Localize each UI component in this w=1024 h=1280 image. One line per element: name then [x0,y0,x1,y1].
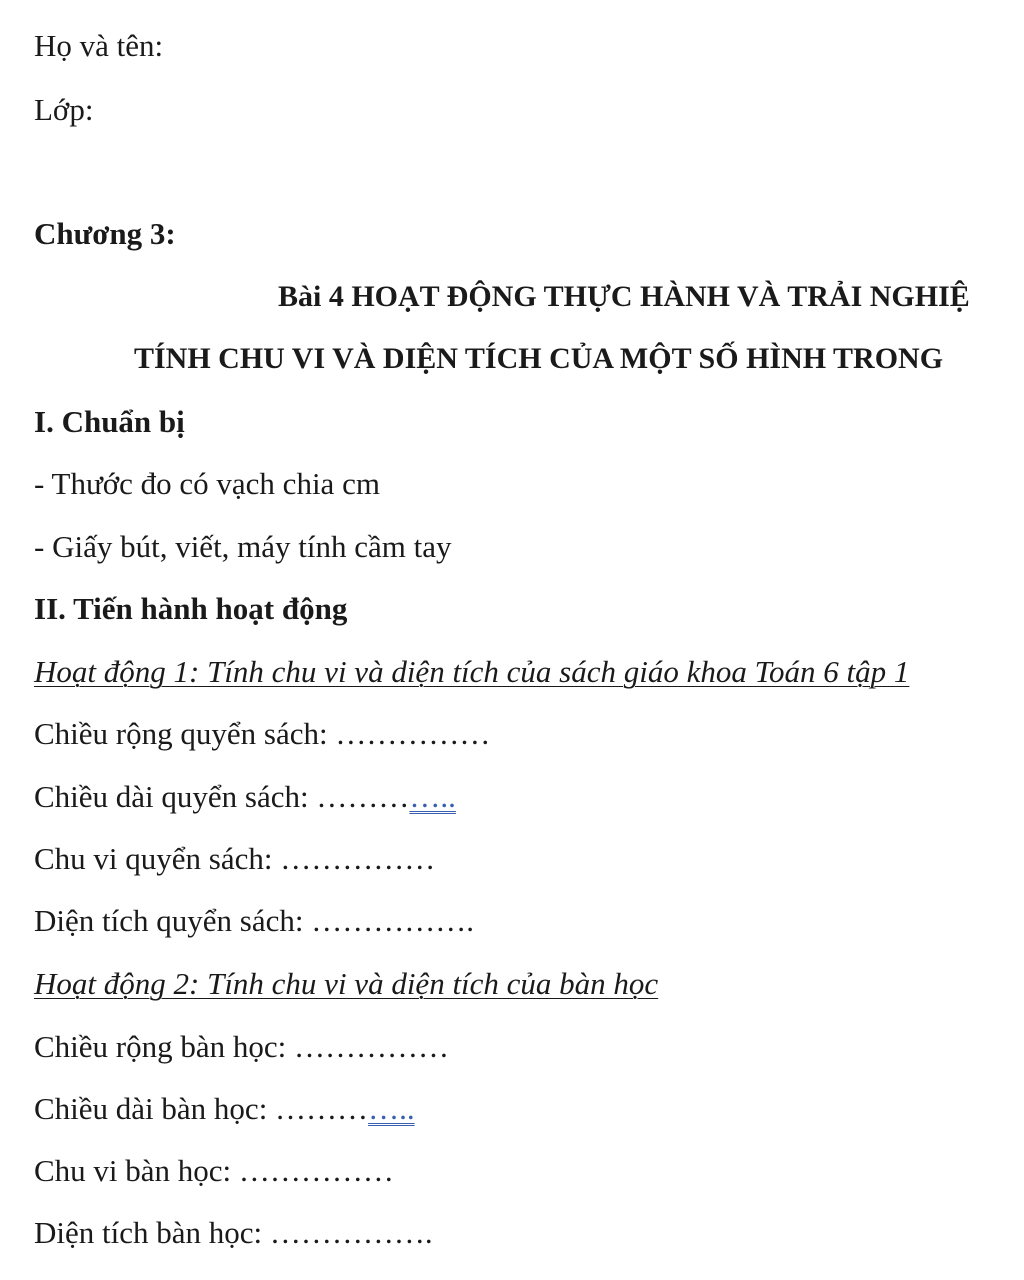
prep-item-ruler: - Thước đo có vạch chia cm [34,466,380,501]
section1-heading: I. Chuẩn bị [34,404,185,439]
chapter-label: Chương 3: [34,216,176,251]
activity2-width-line: Chiều rộng bàn học: …………… [34,1029,450,1064]
prep-item-supplies: - Giấy bút, viết, máy tính cầm tay [34,529,452,564]
activity2-area-line: Diện tích bàn học: ……………. [34,1215,433,1250]
lesson-title-line1: Bài 4 HOẠT ĐỘNG THỰC HÀNH VÀ TRẢI NGHIỆ [278,280,970,313]
activity1-width-line: Chiều rộng quyển sách: …………… [34,716,491,751]
class-label: Lớp: [34,92,94,127]
activity1-title: Hoạt động 1: Tính chu vi và diện tích của sách giáo khoa Toán 6 tập 1 [34,654,910,689]
activity1-perimeter-line: Chu vi quyển sách: …………… [34,841,436,876]
activity2-length-text: Chiều dài bàn học: ……… [34,1091,369,1126]
activity2-length-line [34,1089,415,1129]
activity1-length-link[interactable]: ….. [409,779,456,814]
lesson-title-line2: TÍNH CHU VI VÀ DIỆN TÍCH CỦA MỘT SỐ HÌNH TRONG [134,342,944,375]
section2-heading: II. Tiến hành hoạt động [34,591,348,626]
activity2-perimeter-line: Chu vi bàn học: …………… [34,1153,394,1188]
activity1-area-line: Diện tích quyển sách: ……………. [34,903,474,938]
activity1-length-line [34,777,456,817]
activity1-length-text: Chiều dài quyển sách: ……… [34,779,410,814]
activity2-title: Hoạt động 2: Tính chu vi và diện tích của bàn học [34,966,659,1001]
activity2-length-link[interactable]: ….. [368,1091,415,1126]
name-label: Họ và tên: [34,28,164,63]
